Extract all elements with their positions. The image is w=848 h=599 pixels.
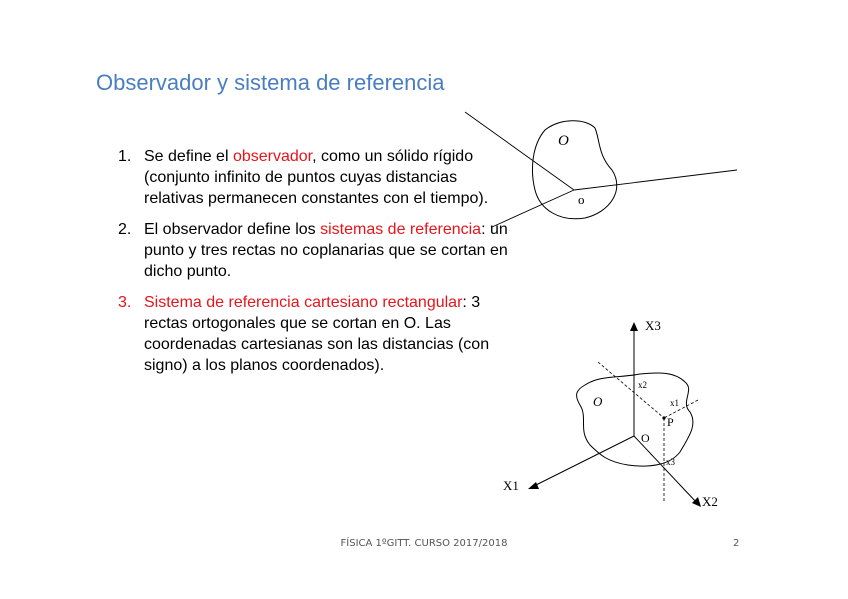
list-item-number: 3. xyxy=(118,294,132,311)
cartesian-body-outline xyxy=(577,373,693,466)
coordinate-x3-label: x3 xyxy=(666,457,675,467)
list-item-text: : 3 rectas ortogonales que se cortan en O. Las coordenadas cartesianas son las distancias (con signo) a los planos coordenados). xyxy=(144,294,490,374)
list-item-text: : un punto y tres rectas no coplanarias que se cortan en dicho punto. xyxy=(144,221,508,280)
reference-line-a xyxy=(465,112,574,190)
cartesian-diagram xyxy=(503,318,718,509)
slide-title: Observador y sistema de referencia xyxy=(96,70,445,95)
reference-line-c xyxy=(574,170,737,190)
list-item-text: , como un sólido rígido (conjunto infinito de puntos cuyas distancias relativas permanecen constantes con el tiempo). xyxy=(144,148,489,207)
highlighted-term: observador xyxy=(232,148,313,165)
point-p-label: P xyxy=(667,415,674,429)
x1-axis-label: X1 xyxy=(503,478,519,493)
x1-arrow-icon xyxy=(528,482,539,489)
point-p-marker xyxy=(662,416,665,419)
x2-axis-label: X2 xyxy=(702,494,718,509)
observer-origin-label: o xyxy=(578,192,585,207)
highlighted-term: Sistema de referencia cartesiano rectangular xyxy=(144,294,463,311)
list-item-number: 1. xyxy=(118,148,132,165)
list-item-number: 2. xyxy=(118,221,132,238)
cartesian-origin-label: O xyxy=(641,431,650,445)
x1-axis xyxy=(534,436,634,486)
list-item-text: Se define el xyxy=(144,148,233,165)
list-item-text: El observador define los xyxy=(144,221,321,238)
x2-axis xyxy=(634,436,697,503)
cartesian-body-label: O xyxy=(593,394,603,409)
coordinate-x2-label: x2 xyxy=(638,380,647,390)
reference-line-b xyxy=(492,190,574,227)
highlighted-term: sistemas de referencia xyxy=(320,221,482,238)
observer-diagram xyxy=(465,112,737,227)
x3-axis-label: X3 xyxy=(645,318,661,333)
projection-line-x2 xyxy=(598,362,664,418)
slide-footer: FÍSICA 1ºGITT. CURSO 2017/2018 xyxy=(340,538,508,549)
x3-arrow-icon xyxy=(630,322,638,331)
observer-body-label: O xyxy=(558,133,569,149)
page-number: 2 xyxy=(733,538,740,549)
coordinate-x1-label: x1 xyxy=(670,398,679,408)
